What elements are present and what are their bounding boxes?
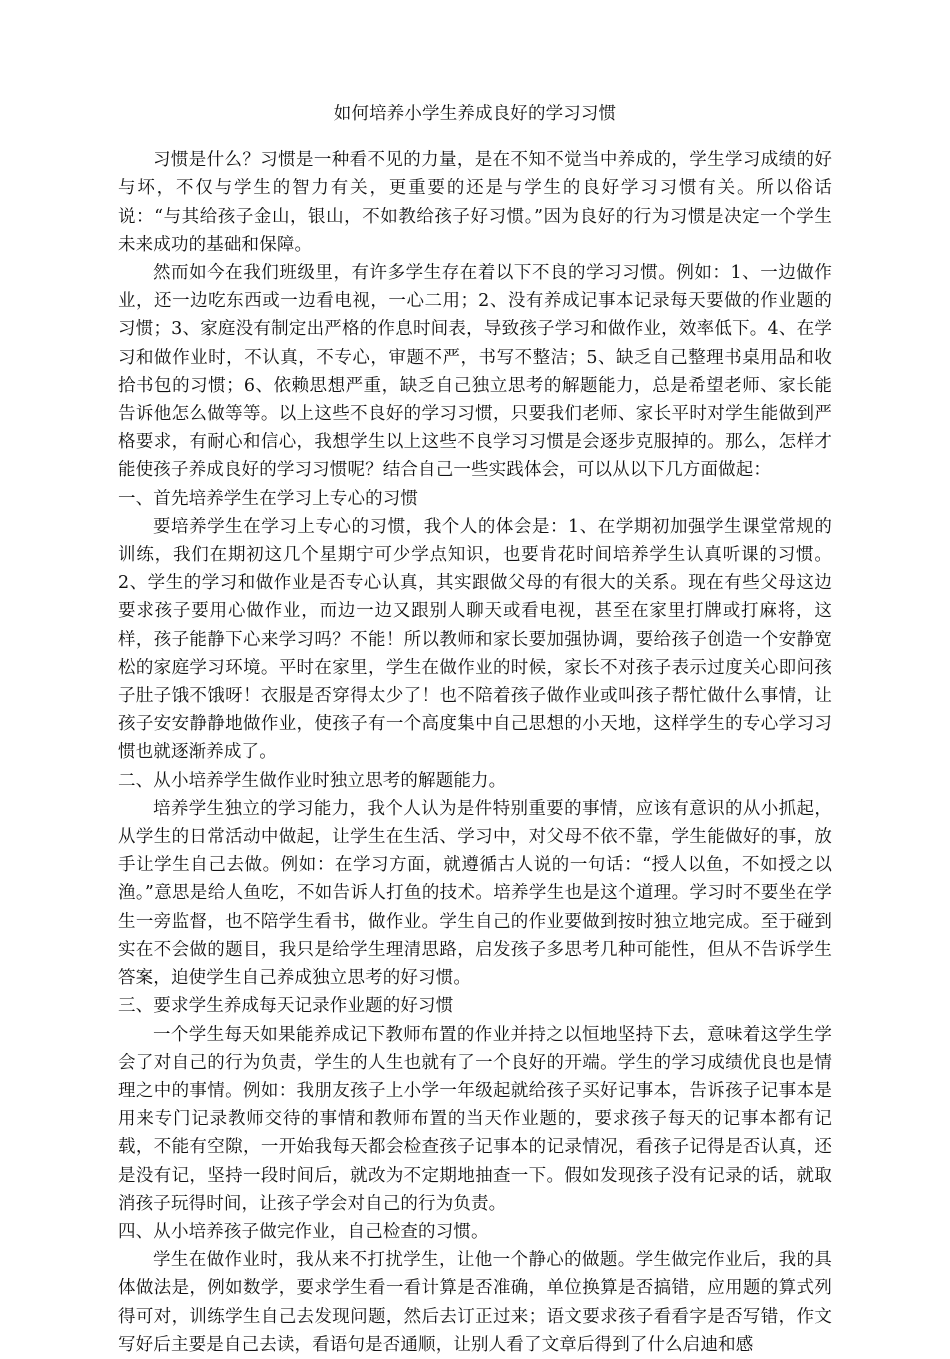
paragraph-section-2: 培养学生独立的学习能力，我个人认为是件特别重要的事情，应该有意识的从小抓起，从学生的日常活动中做起，让学生在生活、学习中，对父母不依不靠，学生能做好的事，放手让学生自己去做。例如：在学习方面，就遵循古人说的一句话：“授人以鱼，不如授之以渔。”意思是给人鱼吃，不如告诉人打鱼的技术。培养学生也是这个道理。学习时不要坐在学生一旁监督，也不陪学生看书，做作业。学生自己的作业要做到按时独立地完成。至于碰到实在不会做的题目，我只是给学生理清思路，启发孩子多思考几种可能性，但从不告诉学生答案，迫使学生自己养成独立思考的好习惯。: [118, 798, 832, 989]
paragraph-intro: 习惯是什么？习惯是一种看不见的力量，是在不知不觉当中养成的，学生学习成绩的好与坏，不仅与学生的智力有关，更重要的还是与学生的良好学习习惯有关。所以俗话说：“与其给孩子金山，银山，不如教给孩子好习惯。”因为良好的行为习惯是决定一个学生未来成功的基础和保障。: [118, 150, 832, 255]
paragraph-section-4: 学生在做作业时，我从来不打扰学生，让他一个静心的做题。学生做完作业后，我的具体做法是，例如数学，要求学生看一看计算是否准确，单位换算是否搞错，应用题的算式列得可对，训练学生自己去发现问题，然后去订正过来；语文要求孩子看看字是否写错，作文写好后主要是自己去读，看语句是否通顺，让别人看了文章后得到了什么启迪和感: [118, 1250, 832, 1355]
section-heading-2: 二、从小培养学生做作业时独立思考的解题能力。: [118, 770, 507, 791]
document-title: 如何培养小学生养成良好的学习习惯: [333, 104, 617, 124]
paragraph-section-1: 要培养学生在学习上专心的习惯，我个人的体会是：1、在学期初加强学生课堂常规的训练，我们在期初这几个星期宁可少学点知识，也要肯花时间培养学生认真听课的习惯。2、学生的学习和做作业是否专心认真，其实跟做父母的有很大的关系。现在有些父母这边要求孩子要用心做作业，而边一边又跟别人聊天或看电视，甚至在家里打牌或打麻将，这样，孩子能静下心来学习吗？不能！所以教师和家长要加强协调，要给孩子创造一个安静宽松的家庭学习环境。平时在家里，学生在做作业的时候，家长不对孩子表示过度关心即问孩子肚子饿不饿呀！衣服是否穿得太少了！也不陪着孩子做作业或叫孩子帮忙做什么事情，让孩子安安静静地做作业，使孩子有一个高度集中自己思想的小天地，这样学生的专心学习习惯也就逐渐养成了。: [118, 516, 832, 763]
section-heading-3: 三、要求学生养成每天记录作业题的好习惯: [118, 996, 454, 1017]
document-page: [118, 100, 832, 1359]
section-heading-1: 一、首先培养学生在学习上专心的习惯: [118, 488, 419, 509]
paragraph-section-3: 一个学生每天如果能养成记下教师布置的作业并持之以恒地坚持下去，意味着这学生学会了对自己的行为负责，学生的人生也就有了一个良好的开端。学生的学习成绩优良也是情理之中的事情。例如：我朋友孩子上小学一年级起就给孩子买好记事本，告诉孩子记事本是用来专门记录教师交待的事情和教师布置的当天作业题的，要求孩子每天的记事本都有记载，不能有空隙，一开始我每天都会检查孩子记事本的记录情况，看孩子记得是否认真，还是没有记，坚持一段时间后，就改为不定期地抽查一下。假如发现孩子没有记录的话，就取消孩子玩得时间，让孩子学会对自己的行为负责。: [118, 1024, 832, 1214]
paragraph-bad-habits: 然而如今在我们班级里，有许多学生存在着以下不良的学习习惯。例如：1、一边做作业，还一边吃东西或一边看电视，一心二用；2、没有养成记事本记录每天要做的作业题的习惯；3、家庭没有制定出严格的作息时间表，导致孩子学习和做作业，效率低下。4、在学习和做作业时，不认真，不专心，审题不严，书写不整洁；5、缺乏自己整理书桌用品和收拾书包的习惯；6、依赖思想严重，缺乏自己独立思考的解题能力，总是希望老师、家长能告诉他怎么做等等。以上这些不良好的学习习惯，只要我们老师、家长平时对学生能做到严格要求，有耐心和信心，我想学生以上这些不良学习习惯是会逐步克服掉的。那么，怎样才能使孩子养成良好的学习习惯呢？结合自己一些实践体会，可以从以下几方面做起：: [118, 263, 832, 481]
section-heading-4: 四、从小培养孩子做完作业，自己检查的习惯。: [118, 1221, 489, 1242]
